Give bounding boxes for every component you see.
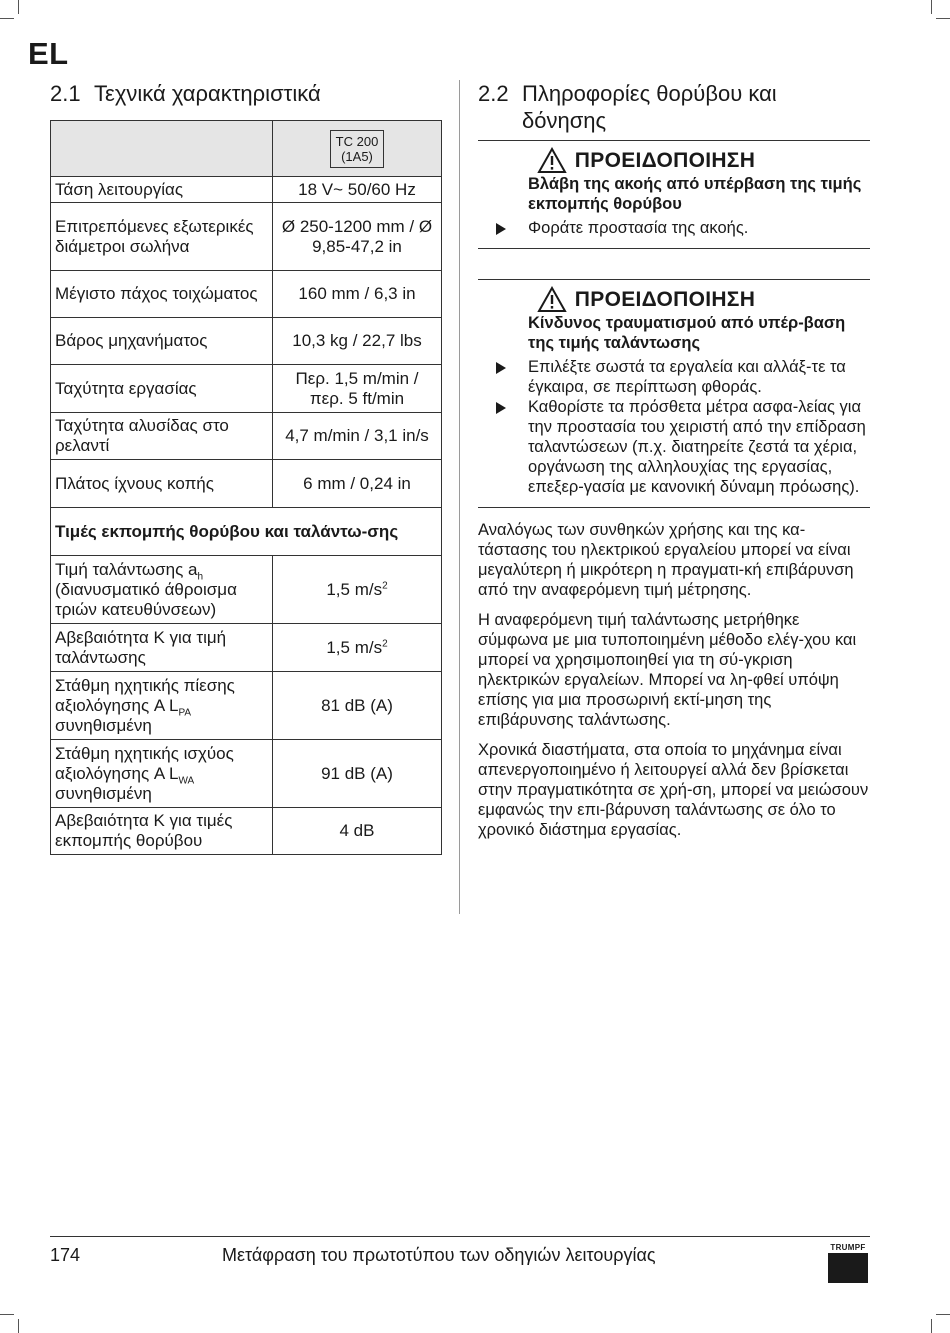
paragraph: Χρονικά διαστήματα, στα οποία το μηχάνημα είναι απενεργοποιημένο ή λειτουργεί αλλά δεν βρίσκεται στην πραγματικότητα σε χρή-ση, μπορεί να μειώσουν εμφανώς την επι-βάρυνση ταλάντωσης σε όλο το χρονικό διάστημα εργασίας. [478,741,869,839]
warning-triangle-icon [537,147,567,174]
row-label: Επιτρεπόμενες εξωτερικές διάμετροι σωλήνα [51,203,273,271]
table-row [51,808,442,855]
row-label-lwa: Στάθμη ηχητικής ισχύος αξιολόγησης A $L_{WA}$ συνηθισμένη [51,740,273,808]
warning-title: ΠΡΟΕΙΔΟΠΟΙΗΣΗ [478,147,870,174]
row-value: 6 mm / 0,24 in [273,460,442,508]
bullet-arrow-icon [478,397,528,497]
row-label: Τάση λειτουργίας [51,177,273,203]
table-row [51,556,442,624]
column-divider [459,80,460,914]
bullet-arrow-icon [478,218,528,238]
row-value: 4 dB [273,808,442,855]
warning-box-vibration [478,280,870,503]
section-heading-noise: 2.2 Πληροφορίες θορύβου και δόνησης [478,81,777,133]
table-row [51,365,442,413]
table-row [51,460,442,508]
row-value: 1,5 $m/s^2$ [273,624,442,672]
crop-mark [0,1314,14,1315]
row-value: 91 dB (A) [273,740,442,808]
language-code: EL [28,36,69,71]
crop-mark [936,1314,950,1315]
footer-text: Μετάφραση του πρωτοτύπου των οδηγιών λειτουργίας [222,1245,656,1265]
spec-table [50,120,442,855]
crop-mark [931,0,932,14]
crop-mark [0,18,14,19]
model-badge: TC 200 (1A5) [330,130,384,168]
row-value-vibration: 1,5 $m/s^2$ [273,556,442,624]
list-item: Καθορίστε τα πρόσθετα μέτρα ασφα-λείας για την προστασία του χειριστή από την επίδραση ταλαντώσεων (π.χ. διατηρείτε ζεστά τα χέρια, οργάνωση της αλληλουχίας της εργασίας, επεξερ-γασία με κανονική δύναμη πρόωσης). [478,397,870,497]
footer-divider [50,1236,870,1237]
row-label: Πλάτος ίχνους κοπής [51,460,273,508]
row-value: 4,7 m/min / 3,1 in/s [273,413,442,460]
table-row [51,413,442,460]
warning-triangle-icon [537,286,567,313]
row-label: Αβεβαιότητα K για τιμή ταλάντωσης [51,624,273,672]
crop-mark [18,1319,19,1333]
row-label: Ταχύτητα αλυσίδας στο ρελαντί [51,413,273,460]
row-value: 10,3 kg / 22,7 lbs [273,318,442,365]
row-label-lpa: Στάθμη ηχητικής πίεσης αξιολόγησης A $L_{PA}$ συνηθισμένη [51,672,273,740]
header-empty-cell [51,121,273,177]
table-row [51,672,442,740]
row-label: Αβεβαιότητα K για τιμές εκπομπής θορύβου [51,808,273,855]
row-value: 160 mm / 6,3 in [273,271,442,318]
table-section-row [51,508,442,556]
table-row [51,177,442,203]
list-item: Επιλέξτε σωστά τα εργαλεία και αλλάξ-τε τα έγκαιρα, σε περίπτωση φθοράς. [478,357,870,397]
warning-title: ΠΡΟΕΙΔΟΠΟΙΗΣΗ [478,286,870,313]
noise-vibration-section [478,80,870,850]
row-value: 18 V~ 50/60 Hz [273,177,442,203]
trumpf-logo: TRUMPF [828,1243,868,1283]
row-label: Βάρος μηχανήματος [51,318,273,365]
model-header-cell [273,121,442,177]
logo-block [828,1253,868,1283]
list-item: Φοράτε προστασία της ακοής. [478,218,870,238]
crop-mark [936,18,950,19]
warning-subtitle: Βλάβη της ακοής από υπέρβαση της τιμής εκπομπής θορύβου [528,175,862,213]
crop-mark [18,0,19,14]
row-value: Περ. 1,5 m/min / περ. 5 ft/min [273,365,442,413]
row-value: 81 dB (A) [273,672,442,740]
row-value: Ø 250-1200 mm / Ø 9,85-47,2 in [273,203,442,271]
paragraph: Αναλόγως των συνθηκών χρήσης και της κα-τάστασης του ηλεκτρικού εργαλείου μπορεί να είναι μεγαλύτερη ή μικρότερη η πραγματι-κή επιβάρυνση από την αναφερόμενη τιμή μέτρησης. [478,521,854,599]
row-label: Ταχύτητα εργασίας [51,365,273,413]
paragraph: Η αναφερόμενη τιμή ταλάντωσης μετρήθηκε σύμφωνα με μια τυποποιημένη μέθοδο ελέγ-χου και μπορεί να χρησιμοποιηθεί για τη σύ-γκριση ηλεκτρικών εργαλείων. Μπορεί να λη-φθεί υπόψη επίσης για μια προσωρινή εκτί-μηση της επιβάρυνσης ταλάντωσης. [478,611,857,729]
crop-mark [931,1319,932,1333]
table-row [51,271,442,318]
row-label-vibration: Τιμή ταλάντωσης $a_h$ (διανυσματικό άθροισμα τριών κατευθύνσεων) [51,556,273,624]
technical-data-section [50,80,442,855]
table-row [51,624,442,672]
noise-vibration-section-title: Τιμές εκπομπής θορύβου και ταλάντω-σης [51,508,442,556]
table-row [51,740,442,808]
warning-subtitle: Κίνδυνος τραυματισμού από υπέρ-βαση της τιμής ταλάντωσης [528,314,846,352]
page-number: 174 [50,1245,81,1265]
table-row [51,203,442,271]
table-row [51,318,442,365]
row-label: Μέγιστο πάχος τοιχώματος [51,271,273,318]
table-header-row [51,121,442,177]
warning-box-hearing [478,141,870,244]
section-heading-technical: 2.1 Τεχνικά χαρακτηριστικά [50,81,321,106]
bullet-arrow-icon [478,357,528,397]
